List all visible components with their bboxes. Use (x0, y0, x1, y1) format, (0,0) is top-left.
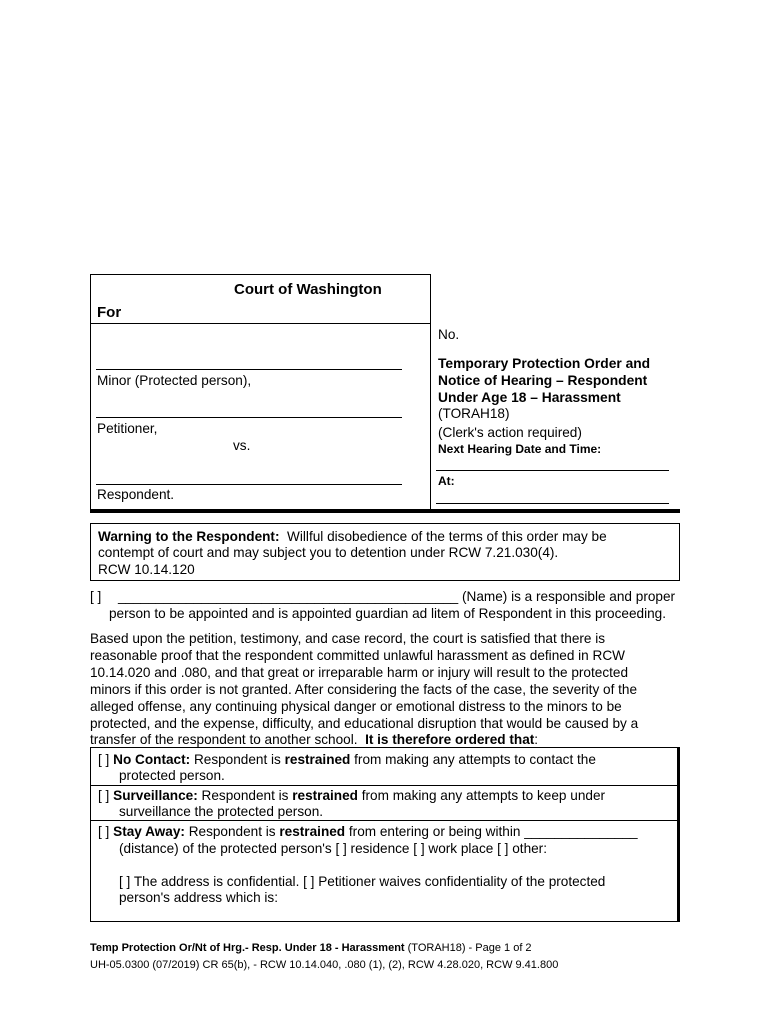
footer-title-rest: (TORAH18) - Page 1 of 2 (407, 942, 532, 954)
no-contact-checkbox[interactable]: [ ] (98, 752, 110, 767)
stay-away-line-2: (distance) of the protected person's [ ] residence [ ] work place [ ] other: (119, 841, 547, 856)
for-label: For (97, 304, 122, 321)
next-hearing-line[interactable] (436, 470, 669, 471)
document-title (438, 355, 650, 406)
no-contact-text-b: from making any attempts to contact the (354, 752, 596, 767)
ordered-heading: It is therefore ordered that (365, 732, 535, 748)
petitioner-name-line (96, 417, 402, 418)
footer-title-bold: Temp Protection Or/Nt of Hrg.- Resp. Under 18 - Harassment (90, 942, 405, 954)
stay-away-row (98, 824, 638, 841)
document-title-line-2: Notice of Hearing – Respondent (438, 373, 648, 388)
findings-line: 10.14.020 and .080, and that great or irreparable harm or injury will result to the protected (90, 664, 629, 680)
warning-heading: Warning to the Respondent: (98, 529, 280, 544)
stay-away-title: Stay Away: (113, 824, 185, 839)
clerk-note: (Clerk's action required) (438, 425, 582, 440)
warning-text (98, 529, 676, 578)
warning-text-1: Willful disobedience of the terms of this order may be (287, 529, 607, 544)
at-label: At: (438, 474, 455, 488)
no-contact-row (98, 752, 596, 769)
findings-line: alleged offense, any continuing physical danger or emotional distress to the minors to be (90, 698, 622, 714)
stay-away-restrained: restrained (279, 824, 346, 839)
findings-last-line: transfer of the respondent to another school. (90, 732, 358, 748)
caption-left-border (90, 274, 91, 510)
footer-title (90, 942, 532, 954)
orders-table-right-thick (677, 747, 680, 922)
stay-away-text-a: Respondent is (188, 824, 276, 839)
surveillance-text-b: from making any attempts to keep under (361, 788, 606, 803)
stay-away-checkbox[interactable]: [ ] (98, 824, 110, 839)
findings-paragraph (90, 631, 690, 749)
findings-line: minors if this order is not granted. After considering the facts of the case, the severity of the (90, 681, 638, 697)
surveillance-title: Surveillance: (113, 788, 198, 803)
at-line[interactable] (436, 503, 669, 504)
minor-label: Minor (Protected person), (97, 373, 252, 388)
surveillance-row (98, 788, 605, 805)
respondent-label: Respondent. (97, 487, 175, 502)
next-hearing-label: Next Hearing Date and Time: (438, 442, 602, 456)
form-code: (TORAH18) (438, 406, 510, 421)
court-title: Court of Washington (234, 281, 382, 298)
document-title-line-1: Temporary Protection Order and (438, 356, 651, 371)
vs-label: vs. (233, 438, 251, 453)
ordered-colon: : (534, 732, 539, 748)
findings-line: protected, and the expense, difficulty, and educational disruption that would be caused by a (90, 715, 639, 731)
no-contact-text-a: Respondent is (193, 752, 281, 767)
warning-text-3: RCW 10.14.120 (98, 561, 195, 577)
caption-thick-rule (90, 509, 680, 513)
respondent-name-line (96, 484, 402, 485)
surveillance-checkbox[interactable]: [ ] (98, 788, 110, 803)
no-contact-title: No Contact: (113, 752, 191, 767)
findings-line: reasonable proof that the respondent committed unlawful harassment as defined in RCW (90, 647, 625, 663)
stay-away-line-3: [ ] The address is confidential. [ ] Petitioner waives confidentiality of the protected (119, 874, 606, 889)
surveillance-line-2: surveillance the protected person. (119, 804, 324, 819)
surveillance-text-a: Respondent is (201, 788, 289, 803)
stay-away-line-4: person's address which is: (119, 890, 278, 905)
guardian-checkbox[interactable]: [ ] (90, 589, 102, 604)
case-number-label: No. (438, 327, 460, 342)
no-contact-restrained: restrained (284, 752, 351, 767)
document-title-line-3: Under Age 18 – Harassment (438, 390, 621, 405)
stay-away-text-b: from entering or being within _______________ (348, 824, 638, 839)
caption-right-border (430, 274, 431, 510)
minor-name-line (96, 369, 402, 370)
warning-text-2: contempt of court and may subject you to detention under RCW 7.21.030(4). (98, 545, 559, 561)
orders-row-divider-1 (90, 785, 680, 786)
petitioner-label: Petitioner, (97, 421, 158, 436)
surveillance-restrained: restrained (292, 788, 358, 803)
guardian-line-2: person to be appointed and is appointed guardian ad litem of Respondent in this proceeding. (109, 606, 666, 621)
guardian-line-1: _____________________________________________ (Name) is a responsible and proper (118, 589, 676, 604)
footer-citation: UH-05.0300 (07/2019) CR 65(b), - RCW 10.14.040, .080 (1), (2), RCW 4.28.020, RCW 9.41.800 (90, 959, 559, 971)
findings-line: Based upon the petition, testimony, and case record, the court is satisfied that there is (90, 631, 606, 646)
no-contact-line-2: protected person. (119, 768, 225, 783)
